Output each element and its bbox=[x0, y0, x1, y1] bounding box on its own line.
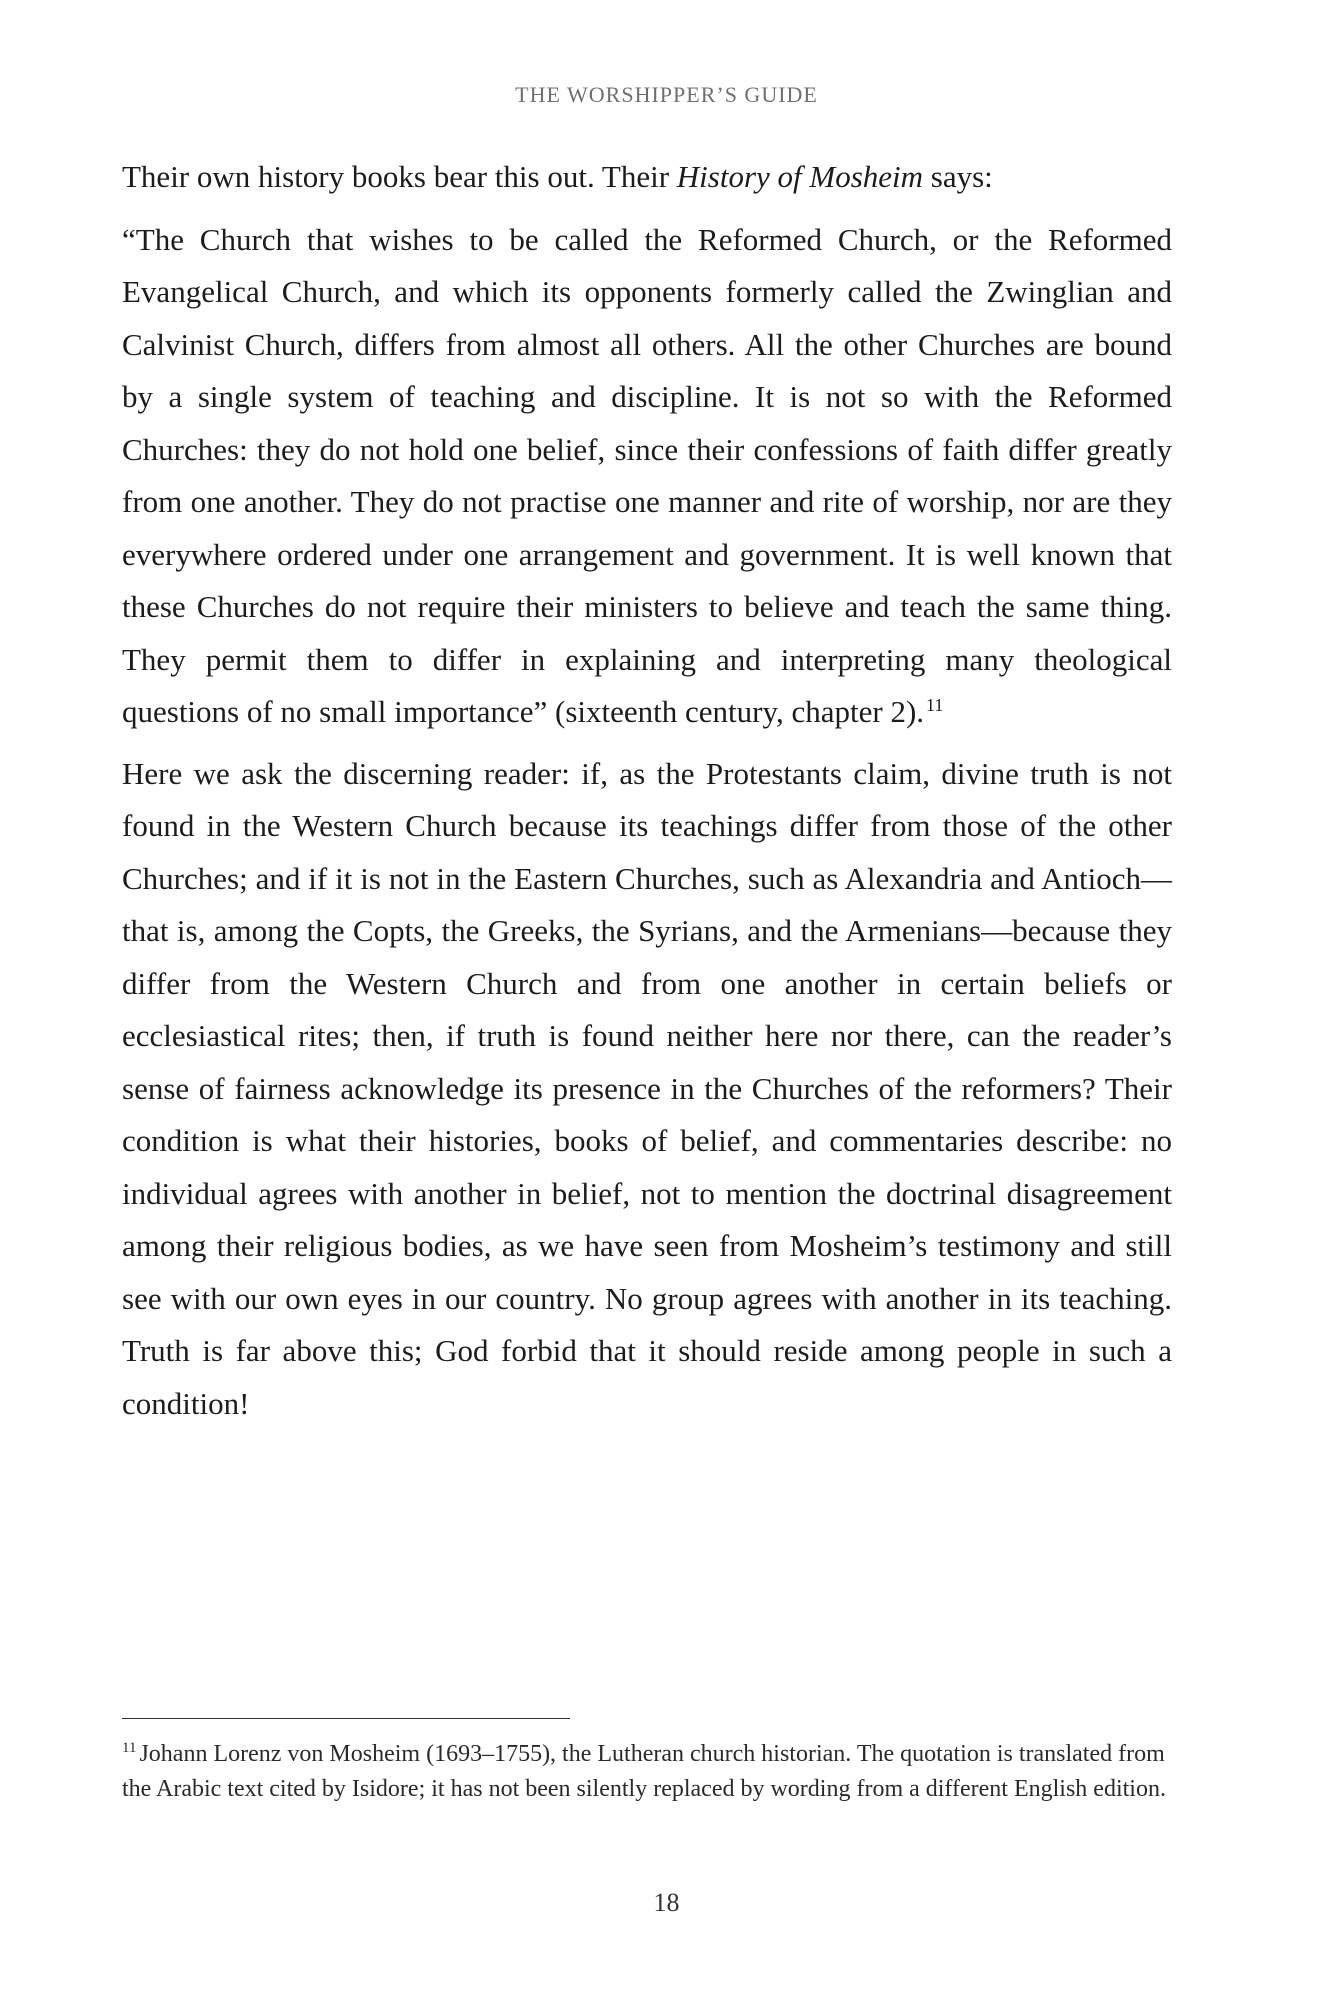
page-number: 18 bbox=[653, 1888, 680, 1917]
running-header: THE WORSHIPPER’S GUIDE bbox=[515, 82, 818, 107]
footnote-number: 11 bbox=[122, 1740, 137, 1756]
intro-text-before: Their own history books bear this out. Their bbox=[122, 159, 677, 194]
footnote bbox=[122, 1737, 1172, 1807]
intro-text-after: says: bbox=[923, 159, 993, 194]
quote-paragraph bbox=[122, 214, 1172, 739]
argument-paragraph: Here we ask the discerning reader: if, as the Protestants claim, divine truth is not found in the Western Church because its teachings differ from those of the other Churches; and if it is not in the Eastern Churches, such as Alexandria and Antioch—that is, among the Copts, the Greeks, the Syrians, and the Armenians—because they differ from the Western Church and from one another in certain beliefs or ecclesiastical rites; then, if truth is found neither here nor there, can the reader’s sense of fairness acknowledge its presence in the Churches of the reformers? Their condition is what their histories, books of belief, and commentaries describe: no individual agrees with another in belief, not to mention the doctrinal disagreement among their religious bodies, as we have seen from Mosheim’s testimony and still see with our own eyes in our country. No group agrees with another in its teaching. Truth is far above this; God forbid that it should reside among people in such a condition! bbox=[122, 755, 1172, 1421]
book-title: History of Mosheim bbox=[676, 159, 924, 194]
footnote-text: Johann Lorenz von Mosheim (1693–1755), the Lutheran church historian. The quotation is translated from the Arabic text cited by Isidore; it has not been silently replaced by wording from a different English edition. bbox=[122, 1741, 1166, 1802]
main-text bbox=[122, 151, 1172, 1439]
footnote-divider bbox=[122, 1718, 570, 1719]
quote-text: “The Church that wishes to be called the Reformed Church, or the Reformed Evangelical Church, and which its opponents formerly called the Zwinglian and Calvinist Church, differs from almost all others. All the other Churches are bound by a single system of teaching and discipline. It is not so with the Reformed Churches: they do not hold one belief, since their confessions of faith differ greatly from one another. They do not practise one manner and rite of worship, nor are they everywhere ordered under one arrangement and government. It is well known that these Churches do not require their ministers to believe and teach the same thing. They permit them to differ in explaining and interpreting many theological questions of no small importance” (sixteenth century, chapter 2). bbox=[122, 221, 1172, 729]
footnote-reference[interactable]: 11 bbox=[926, 694, 944, 715]
intro-paragraph bbox=[122, 151, 1172, 204]
